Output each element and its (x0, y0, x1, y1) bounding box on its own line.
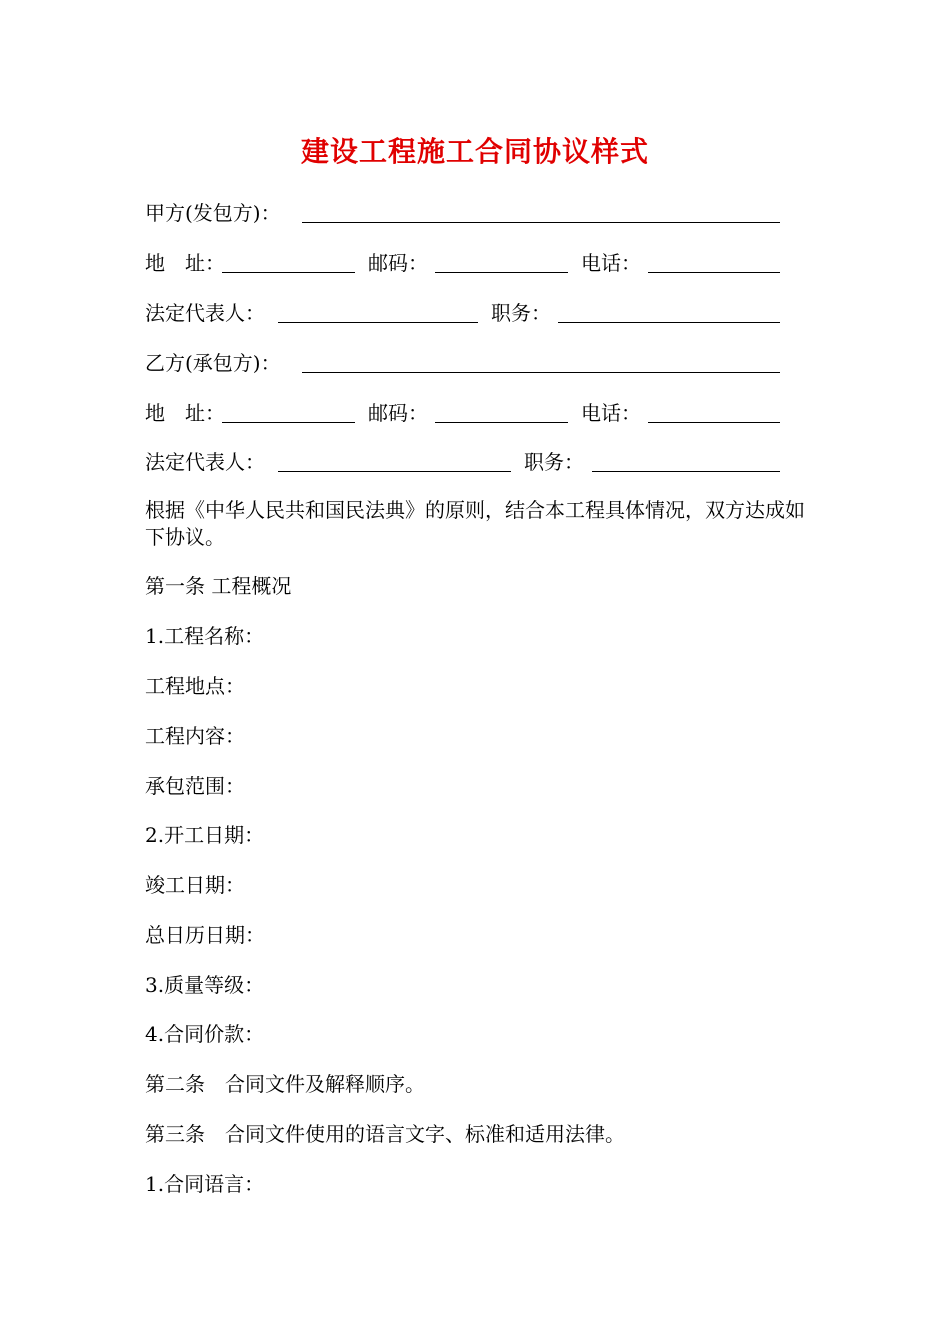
article-2-heading: 第二条 合同文件及解释顺序。 (145, 1072, 425, 1096)
party-a-position-blank[interactable] (558, 322, 780, 323)
party-a-label: 甲方(发包方)： (145, 201, 281, 225)
completion-date-line: 竣工日期： (145, 873, 245, 897)
project-name-line: 1.工程名称： (145, 624, 265, 648)
party-a-address-blank[interactable] (222, 272, 355, 273)
contract-scope-line: 承包范围： (145, 774, 245, 798)
party-b-address-blank[interactable] (222, 422, 355, 423)
party-b-postcode-label: 邮码： (368, 401, 428, 425)
party-b-address-label: 地 址： (145, 401, 225, 425)
total-days-line: 总日历日期： (145, 923, 265, 947)
party-a-blank[interactable] (302, 222, 780, 223)
party-b-position-label: 职务： (524, 450, 584, 474)
party-a-rep-label: 法定代表人： (145, 301, 265, 325)
party-b-position-blank[interactable] (592, 471, 780, 472)
article-1-heading: 第一条 工程概况 (145, 574, 292, 598)
party-a-postcode-label: 邮码： (368, 251, 428, 275)
party-a-phone-blank[interactable] (648, 272, 780, 273)
project-content-line: 工程内容： (145, 724, 245, 748)
party-a-position-label: 职务： (491, 301, 551, 325)
party-b-blank[interactable] (302, 372, 780, 373)
party-a-rep-blank[interactable] (278, 322, 478, 323)
document-title: 建设工程施工合同协议样式 (300, 135, 649, 168)
project-location-line: 工程地点： (145, 674, 245, 698)
quality-grade-line: 3.质量等级： (145, 973, 265, 997)
party-b-phone-label: 电话： (581, 401, 641, 425)
party-b-rep-blank[interactable] (278, 471, 511, 472)
party-b-phone-blank[interactable] (648, 422, 780, 423)
party-b-postcode-blank[interactable] (435, 422, 568, 423)
article-3-heading: 第三条 合同文件使用的语言文字、标准和适用法律。 (145, 1122, 625, 1146)
intro-paragraph: 根据《中华人民共和国民法典》的原则，结合本工程具体情况，双方达成如下协议。 (145, 498, 805, 549)
start-date-line: 2.开工日期： (145, 823, 265, 847)
contract-price-line: 4.合同价款： (145, 1022, 265, 1046)
party-a-phone-label: 电话： (581, 251, 641, 275)
party-a-address-label: 地 址： (145, 251, 225, 275)
contract-language-line: 1.合同语言： (145, 1172, 265, 1196)
party-b-label: 乙方(承包方)： (145, 351, 281, 375)
party-a-postcode-blank[interactable] (435, 272, 568, 273)
party-b-rep-label: 法定代表人： (145, 450, 265, 474)
